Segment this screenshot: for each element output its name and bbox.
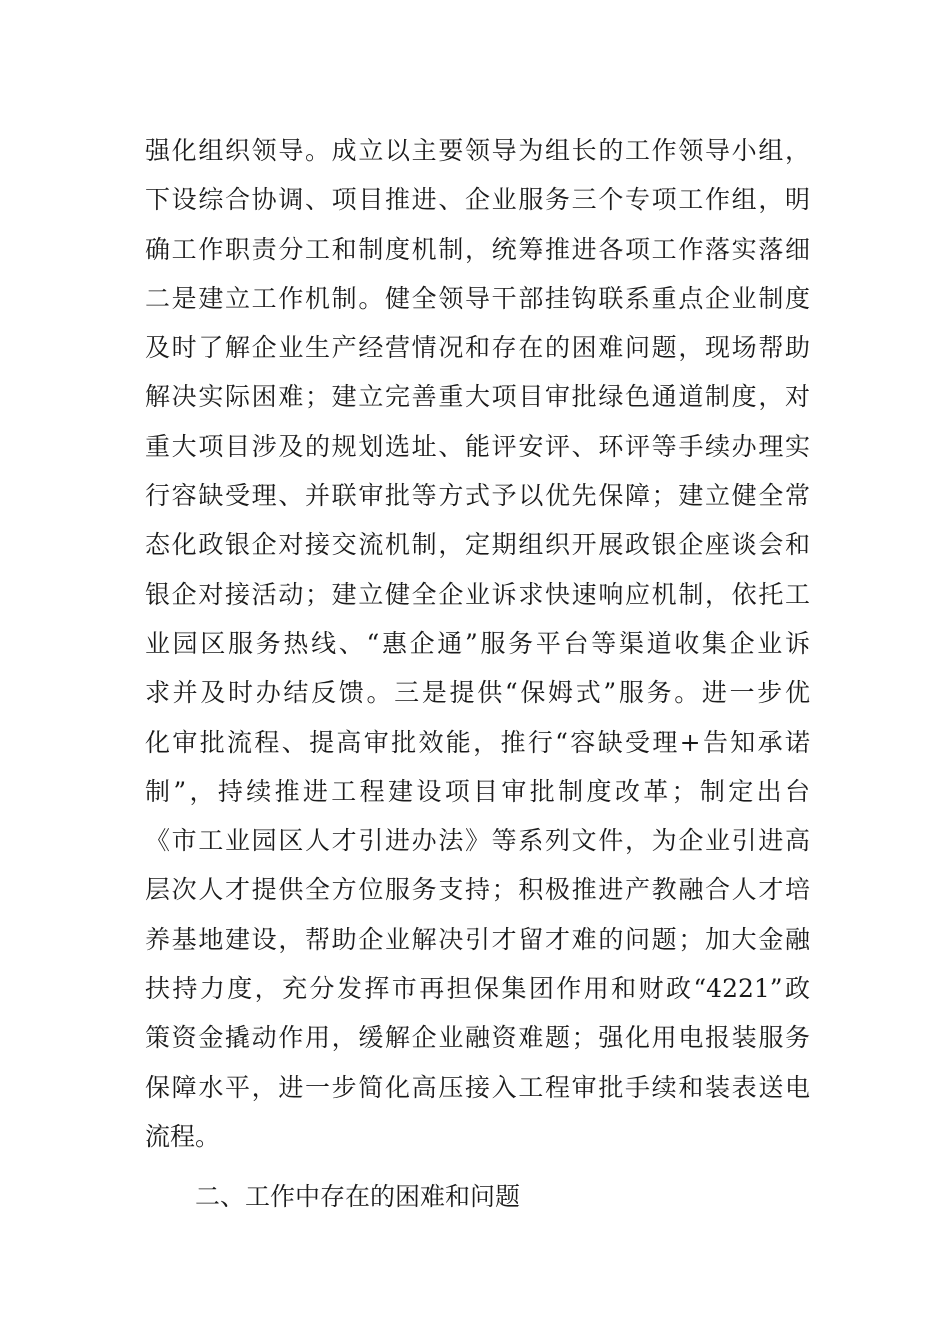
text-line: 强化组织领导。成立以主要领导为组长的工作领导小组， — [145, 136, 810, 165]
text-line: 及时了解企业生产经营情况和存在的困难问题，现场帮助 — [145, 333, 810, 363]
text-line: 策资金撬动作用，缓解企业融资难题；强化用电报装服务 — [145, 1023, 810, 1053]
text-line: 《市工业园区人才引进办法》等系列文件，为企业引进高 — [145, 826, 810, 856]
text-line: 求并及时办结反馈。三是提供“保姆式”服务。进一步优 — [145, 678, 810, 708]
text-line: 银企对接活动；建立健全企业诉求快速响应机制，依托工 — [145, 579, 810, 609]
text-line: 养基地建设，帮助企业解决引才留才难的问题；加大金融 — [145, 924, 810, 954]
text-line: 重大项目涉及的规划选址、能评安评、环评等手续办理实 — [145, 431, 810, 461]
section-heading: 二、工作中存在的困难和问题 — [195, 1182, 521, 1211]
text-line: 制”，持续推进工程建设项目审批制度改革；制定出台 — [145, 776, 810, 806]
text-line: 确工作职责分工和制度机制，统筹推进各项工作落实落细 — [145, 234, 810, 264]
text-line-final: 流程。 — [145, 1121, 221, 1151]
text-line: 化审批流程、提高审批效能，推行“容缺受理+告知承诺 — [145, 727, 810, 757]
body-paragraph — [145, 126, 810, 1161]
text-line: 保障水平，进一步简化高压接入工程审批手续和装表送电 — [145, 1072, 810, 1102]
text-line: 下设综合协调、项目推进、企业服务三个专项工作组，明 — [145, 185, 810, 215]
text-line: 业园区服务热线、“惠企通”服务平台等渠道收集企业诉 — [145, 628, 810, 658]
text-line: 态化政银企对接交流机制，定期组织开展政银企座谈会和 — [145, 530, 810, 560]
text-line: 扶持力度，充分发挥市再担保集团作用和财政“4221”政 — [145, 974, 810, 1004]
text-line: 解决实际困难；建立完善重大项目审批绿色通道制度，对 — [145, 382, 810, 412]
text-line: 二是建立工作机制。健全领导干部挂钩联系重点企业制度 — [145, 283, 810, 313]
text-line: 行容缺受理、并联审批等方式予以优先保障；建立健全常 — [145, 481, 810, 511]
text-line: 层次人才提供全方位服务支持；积极推进产教融合人才培 — [145, 875, 810, 905]
